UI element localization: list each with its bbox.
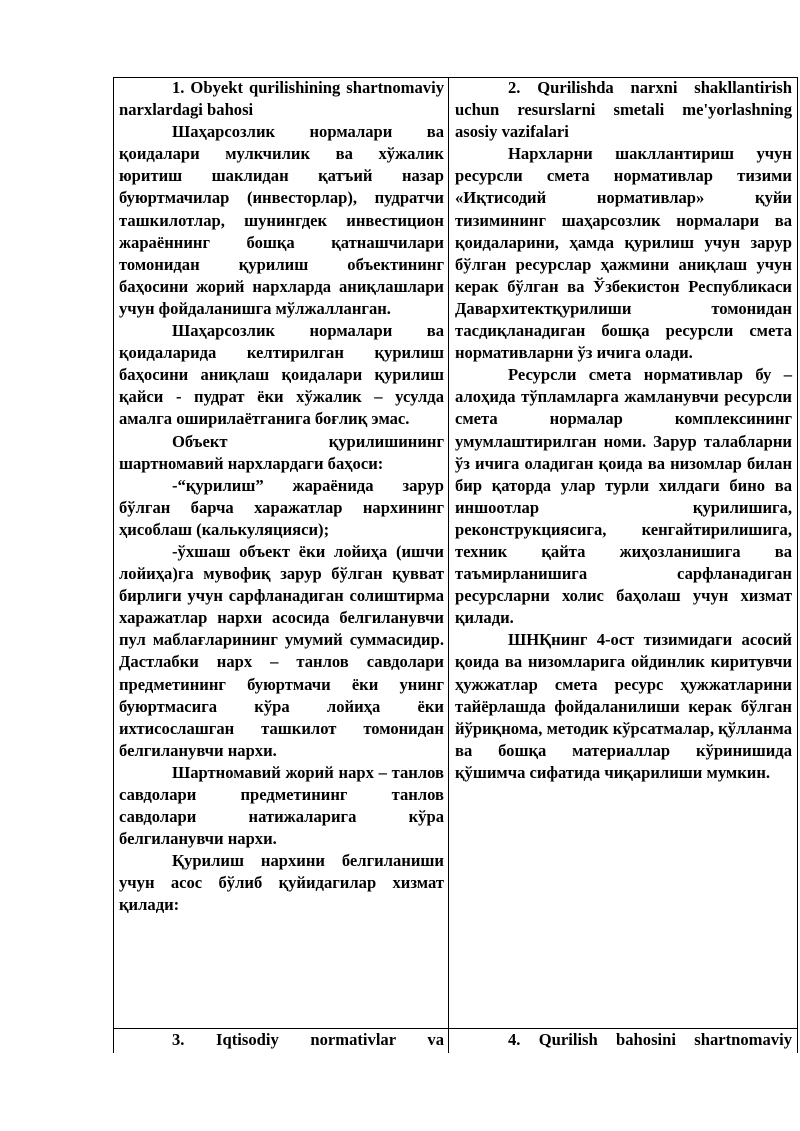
document-table [113,77,798,1053]
cell-1-paragraph: Шартномавий жорий нарх – танлов савдолари предметининг танлов савдолари натижаларига кўра белгиланувчи нархи. [119,762,444,849]
cell-1-paragraph: Қурилиш нархини белгиланиши учун асос бўлиб қуйидагилар хизмат қилади: [119,851,444,915]
cell-1-paragraph: -“қурилиш” жараёнида зарур бўлган барча харажатлар нархининг ҳисоблаш (калькуляцияси); [119,475,444,539]
cell-3-title: 3. Iqtisodiy normativlar va [172,1030,444,1049]
cell-1-paragraph: Шаҳарсозлик нормалари ва қоидалари мулкчилик ва хўжалик юритиш шаклидан қатъий назар буюртмачилар (инвесторлар), пудратчи ташкилотлар, шунингдек инвестицион жараённинг бошқа қатнашчилари томонидан қурилиш объектининг баҳосини жорий нархларда аниқлашлари учун фойдаланишга мўлжалланган. [119,122,444,318]
cell-1-paragraph: -ўхшаш объект ёки лойиҳа (ишчи лойиҳа)га мувофиқ зарур бўлган қувват бирлиги учун сарфланадиган солиштирма харажатлар нархи асосида белгиланувчи пул маблағларининг умумий суммасидир. Дастлабки нарх – танлов савдолари предметининг буюртмачи ёки унинг буюртмасига кўра лойиҳа ёки ихтисослашган ташкилот томонидан белгиланувчи нархи. [119,541,444,760]
cell-2-paragraph: Ресурсли смета нормативлар бу – алоҳида тўпламларга жамланувчи ресурсли смета нормалар комплексининг умумлаштирилган номи. Зарур талабларни ўз ичига оладиган қоида ва низомлар билан бир қаторда улар турли хилдаги бино ва иншоотлар қурилишига, реконструкциясига, кенгайтирилишига, техник қайта жиҳозланишига ва таъмирланишига сарфланадиган ресурсларни холис баҳолаш учун хизмат қилади. [455,365,792,628]
cell-1-paragraph: Шаҳарсозлик нормалари ва қоидаларида келтирилган қурилиш баҳосини аниқлаш қоидалари қурилиш қайси - пудрат ёки хўжалик – усулда амалга оширилаётганига боғлиқ эмас. [119,321,444,429]
cell-1-title: 1. Obyekt qurilishining shartnomaviy narxlardagi bahosi [119,78,444,120]
cell-2-title: 2. Qurilishda narxni shakllantirish uchun resurslarni smetali me'yorlashning asosiy vazifalari [455,78,792,142]
cell-1-paragraph: Объект қурилишининг шартномавий нархлардаги баҳоси: [119,431,444,473]
cell-4-title: 4. Qurilish bahosini shartnomaviy [508,1030,792,1049]
cell-2-paragraph: Нархларни шакллантириш учун ресурсли смета нормативлар тизими «Иқтисодий нормативлар» қуйи тизимининг шаҳарсозлик нормалари ва қоидаларини, ҳамда қурилиш учун зарур бўлган ресурслар ҳажмини аниқлаш учун керак бўлган ва Ўзбекистон Республикаси Давархитектқурилиши томонидан тасдиқланадиган бошқа ресурсли смета нормативларни ўз ичига олади. [455,144,792,363]
cell-2-paragraph: ШНҚнинг 4-ост тизимидаги асосий қоида ва низомларига ойдинлик киритувчи ҳужжатлар смета ресурс ҳужжатларини тайёрлашда фойдаланилиши керак бўлган йўриқнома, методик кўрсатмалар, қўлланма ва бошқа материаллар кўринишида қўшимча сифатида чиқарилиши мумкин. [455,630,792,782]
cell-2 [449,77,797,1028]
table-right-border [797,77,798,1053]
cell-4 [449,1029,797,1053]
cell-3 [113,1029,449,1053]
cell-1 [113,77,449,1028]
